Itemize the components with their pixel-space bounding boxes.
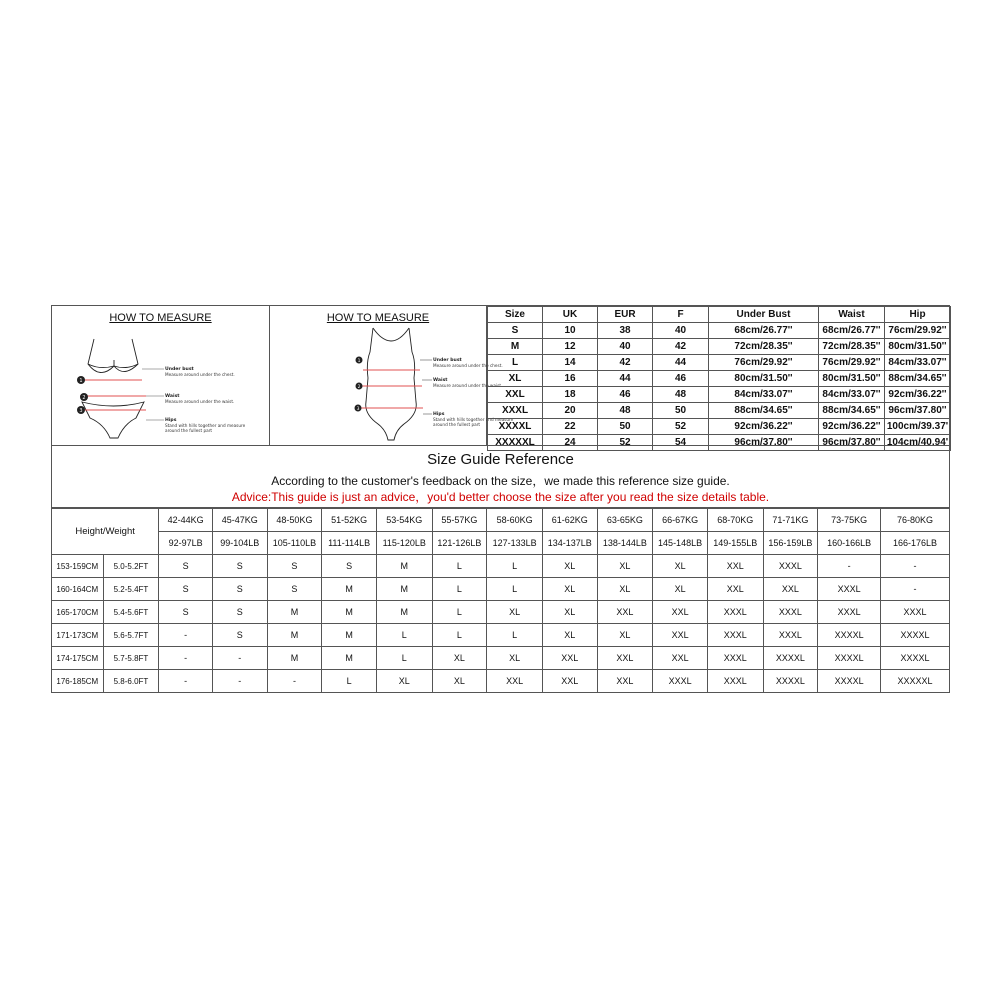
weight-kg-cell: 63-65KG [597, 509, 653, 532]
recommended-size-cell: S [212, 578, 267, 601]
size-chart-cell: 92cm/36.22'' [709, 419, 819, 435]
header-size: Size [488, 307, 543, 323]
size-chart-cell: 46 [653, 371, 709, 387]
recommended-size-cell: S [322, 555, 377, 578]
weight-lb-cell: 138-144LB [597, 532, 653, 555]
recommended-size-cell: XXL [542, 670, 597, 693]
underbust-label: Under bust [165, 367, 194, 372]
svg-text:3: 3 [356, 407, 360, 412]
size-chart-cell: XXXL [488, 403, 543, 419]
recommended-size-cell: XL [487, 601, 543, 624]
size-chart-row [488, 387, 951, 403]
size-chart-cell: 80cm/31.50'' [709, 371, 819, 387]
recommended-size-cell: XL [376, 670, 432, 693]
recommended-size-cell: S [267, 555, 322, 578]
size-chart-cell: 76cm/29.92'' [709, 355, 819, 371]
recommended-size-cell: - [159, 647, 213, 670]
recommended-size-cell: S [212, 601, 267, 624]
header-uk: UK [543, 307, 598, 323]
size-chart-cell: 96cm/37.80'' [819, 435, 885, 451]
recommended-size-cell: L [432, 601, 487, 624]
size-chart-cell: M [488, 339, 543, 355]
guide-note: According to the customer's feedback on the size，we made this reference size guide. [271, 474, 730, 488]
svg-text:1: 1 [79, 378, 83, 384]
height-row [52, 578, 950, 601]
recommended-size-cell: M [322, 647, 377, 670]
header-f: F [653, 307, 709, 323]
recommended-size-cell: XXXL [763, 624, 818, 647]
hips-label: Hips [165, 418, 177, 423]
step-3-badge [77, 406, 85, 414]
recommended-size-cell: XXL [597, 647, 653, 670]
size-chart-row [488, 339, 951, 355]
waist-label: Waist [433, 378, 448, 383]
size-chart-cell: 38 [598, 323, 653, 339]
height-ft-cell: 5.6-5.7FT [103, 624, 159, 647]
hips-desc-1: Stand with hills together and measure [165, 423, 246, 428]
recommended-size-cell: - [881, 555, 950, 578]
swimsuit-measure-illustration [270, 306, 514, 445]
height-row [52, 555, 950, 578]
size-chart-row [488, 403, 951, 419]
size-chart-cell: 100cm/39.37' [885, 419, 951, 435]
hips-desc-2: around the fullest part [433, 422, 481, 427]
size-chart-cell: 96cm/37.80'' [885, 403, 951, 419]
recommended-size-cell: XXXL [707, 601, 763, 624]
recommended-size-cell: L [432, 578, 487, 601]
size-chart-cell: 44 [653, 355, 709, 371]
weight-lb-cell: 121-126LB [432, 532, 487, 555]
height-ft-cell: 5.8-6.0FT [103, 670, 159, 693]
size-chart-cell: 40 [653, 323, 709, 339]
size-chart-cell: 96cm/37.80'' [709, 435, 819, 451]
recommended-size-cell: XXL [653, 601, 708, 624]
size-chart-cell: 80cm/31.50'' [819, 371, 885, 387]
size-chart-cell: XL [488, 371, 543, 387]
size-chart-cell: 18 [543, 387, 598, 403]
size-chart-cell: 40 [598, 339, 653, 355]
recommended-size-cell: XXL [653, 624, 708, 647]
height-row [52, 670, 950, 693]
recommended-size-cell: XXL [653, 647, 708, 670]
size-chart-cell: 80cm/31.50'' [885, 339, 951, 355]
how-to-measure-swimsuit-panel [270, 306, 514, 445]
size-chart-cell: 104cm/40.94' [885, 435, 951, 451]
recommended-size-cell: XXL [707, 555, 763, 578]
height-cm-cell: 165-170CM [52, 601, 104, 624]
recommended-size-cell: XL [597, 578, 653, 601]
height-row [52, 647, 950, 670]
recommended-size-cell: XXXL [818, 578, 881, 601]
recommended-size-cell: M [376, 601, 432, 624]
recommended-size-cell: XL [542, 555, 597, 578]
recommended-size-cell: XL [432, 647, 487, 670]
measure-and-size-section [51, 305, 950, 446]
recommended-size-cell: - [159, 624, 213, 647]
size-chart-row [488, 355, 951, 371]
recommended-size-cell: L [322, 670, 377, 693]
weight-kg-cell: 58-60KG [487, 509, 543, 532]
size-chart-cell: 20 [543, 403, 598, 419]
size-chart-cell: L [488, 355, 543, 371]
recommended-size-cell: XL [432, 670, 487, 693]
weight-kg-cell: 66-67KG [653, 509, 708, 532]
size-chart-cell: XXXXL [488, 419, 543, 435]
recommended-size-cell: - [212, 670, 267, 693]
recommended-size-cell: XXXL [653, 670, 708, 693]
recommended-size-cell: XL [653, 578, 708, 601]
recommended-size-cell: XL [542, 624, 597, 647]
recommended-size-cell: M [376, 555, 432, 578]
height-row [52, 601, 950, 624]
guide-title: Size Guide Reference [427, 451, 574, 468]
recommended-size-cell: XXL [542, 647, 597, 670]
svg-text:2: 2 [357, 385, 361, 390]
recommended-size-cell: XXXL [881, 601, 950, 624]
size-chart-row [488, 323, 951, 339]
how-to-measure-title: HOW TO MEASURE [326, 312, 430, 324]
weight-lb-cell: 92-97LB [159, 532, 213, 555]
weight-lb-cell: 111-114LB [322, 532, 377, 555]
height-cm-cell: 174-175CM [52, 647, 104, 670]
recommended-size-cell: XXXXL [818, 670, 881, 693]
size-chart-cell: 24 [543, 435, 598, 451]
bikini-top-icon [88, 339, 138, 373]
recommended-size-cell: XXXL [763, 601, 818, 624]
size-chart-cell: 92cm/36.22'' [885, 387, 951, 403]
waist-desc: Measure around under the waist. [165, 399, 235, 404]
recommended-size-cell: XL [542, 601, 597, 624]
recommended-size-cell: XXXXL [881, 624, 950, 647]
size-chart-cell: 84cm/33.07'' [819, 387, 885, 403]
size-chart-header-row [488, 307, 951, 323]
recommended-size-cell: XXXXXL [881, 670, 950, 693]
step-3-badge [355, 405, 362, 413]
svg-text:3: 3 [79, 408, 83, 414]
size-chart-cell: 84cm/33.07'' [885, 355, 951, 371]
size-chart-cell: 88cm/34.65'' [819, 403, 885, 419]
size-chart-cell: 50 [653, 403, 709, 419]
height-ft-cell: 5.4-5.6FT [103, 601, 159, 624]
recommended-size-cell: S [159, 555, 213, 578]
size-chart-row [488, 419, 951, 435]
size-chart-cell: 68cm/26.77'' [819, 323, 885, 339]
recommended-size-cell: L [432, 624, 487, 647]
weight-lb-cell: 127-133LB [487, 532, 543, 555]
recommended-size-cell: M [322, 624, 377, 647]
size-chart-body [488, 323, 951, 451]
size-chart-cell: 42 [598, 355, 653, 371]
recommended-size-cell: XL [487, 647, 543, 670]
size-chart-cell: 14 [543, 355, 598, 371]
recommended-size-cell: XL [542, 578, 597, 601]
weight-kg-cell: 71-71KG [763, 509, 818, 532]
recommended-size-cell: XXXL [707, 624, 763, 647]
recommended-size-cell: L [487, 578, 543, 601]
bikini-measure-illustration [52, 306, 270, 445]
recommended-size-cell: XL [653, 555, 708, 578]
header-under-bust: Under Bust [709, 307, 819, 323]
weight-lb-cell: 115-120LB [376, 532, 432, 555]
how-to-measure-title: HOW TO MEASURE [109, 312, 212, 324]
recommended-size-cell: XXXXL [881, 647, 950, 670]
weight-kg-row [52, 509, 950, 532]
height-cm-cell: 171-173CM [52, 624, 104, 647]
underbust-label: Under bust [433, 358, 462, 363]
recommended-size-cell: XL [597, 624, 653, 647]
guide-advice: Advice:This guide is just an advice，you'd better choose the size after you read the size details table. [231, 490, 770, 504]
weight-kg-cell: 53-54KG [376, 509, 432, 532]
recommended-size-cell: - [212, 647, 267, 670]
weight-kg-cell: 48-50KG [267, 509, 322, 532]
recommended-size-cell: S [267, 578, 322, 601]
recommended-size-cell: L [432, 555, 487, 578]
height-weight-body [52, 509, 950, 693]
size-chart-cell: XXXXXL [488, 435, 543, 451]
hips-desc-2: around the fullest part [165, 428, 213, 433]
recommended-size-cell: XXL [597, 670, 653, 693]
recommended-size-cell: XXXXL [763, 670, 818, 693]
recommended-size-cell: M [267, 624, 322, 647]
height-cm-cell: 176-185CM [52, 670, 104, 693]
size-chart-cell: 42 [653, 339, 709, 355]
size-chart-cell: 54 [653, 435, 709, 451]
weight-kg-cell: 55-57KG [432, 509, 487, 532]
step-2-badge [80, 393, 88, 401]
recommended-size-cell: XXL [597, 601, 653, 624]
recommended-size-cell: S [212, 555, 267, 578]
weight-kg-cell: 61-62KG [542, 509, 597, 532]
size-chart-cell: 88cm/34.65'' [709, 403, 819, 419]
height-cm-cell: 153-159CM [52, 555, 104, 578]
underbust-desc: Measure around under the chest. [165, 372, 235, 377]
recommended-size-cell: L [376, 647, 432, 670]
size-chart-cell: 12 [543, 339, 598, 355]
size-chart-row [488, 371, 951, 387]
recommended-size-cell: M [322, 578, 377, 601]
size-chart-cell: 44 [598, 371, 653, 387]
weight-lb-cell: 134-137LB [542, 532, 597, 555]
height-ft-cell: 5.0-5.2FT [103, 555, 159, 578]
swimsuit-icon [366, 328, 417, 440]
step-2-badge [356, 383, 363, 391]
size-chart-cell: 72cm/28.35'' [819, 339, 885, 355]
recommended-size-cell: XXXL [818, 601, 881, 624]
weight-kg-cell: 68-70KG [707, 509, 763, 532]
recommended-size-cell: S [159, 578, 213, 601]
size-chart-cell: 88cm/34.65'' [885, 371, 951, 387]
header-waist: Waist [819, 307, 885, 323]
size-chart-cell: 68cm/26.77'' [709, 323, 819, 339]
recommended-size-cell: - [267, 670, 322, 693]
height-cm-cell: 160-164CM [52, 578, 104, 601]
svg-text:1: 1 [357, 359, 361, 364]
size-chart-table [487, 306, 951, 451]
weight-kg-cell: 51-52KG [322, 509, 377, 532]
recommended-size-cell: XL [597, 555, 653, 578]
recommended-size-cell: XXXXL [763, 647, 818, 670]
bikini-bottom-icon [82, 402, 144, 438]
waist-desc: Measure around under the waist. [433, 383, 503, 388]
header-hip: Hip [885, 307, 951, 323]
size-guide-sheet [51, 305, 950, 693]
size-chart-cell: 50 [598, 419, 653, 435]
waist-label: Waist [165, 394, 180, 399]
size-chart-cell: 72cm/28.35'' [709, 339, 819, 355]
hips-desc-1: Stand with hills together and measure [433, 417, 514, 422]
height-row [52, 624, 950, 647]
weight-lb-cell: 156-159LB [763, 532, 818, 555]
step-1-badge [77, 376, 85, 384]
recommended-size-cell: XXXL [763, 555, 818, 578]
recommended-size-cell: S [159, 601, 213, 624]
size-chart-cell: 48 [653, 387, 709, 403]
height-weight-label: Height/Weight [52, 509, 159, 555]
svg-text:2: 2 [82, 395, 86, 401]
size-chart-cell: 48 [598, 403, 653, 419]
recommended-size-cell: M [376, 578, 432, 601]
recommended-size-cell: - [818, 555, 881, 578]
size-chart-cell: S [488, 323, 543, 339]
size-chart-cell: 76cm/29.92'' [819, 355, 885, 371]
recommended-size-cell: S [212, 624, 267, 647]
weight-lb-cell: 99-104LB [212, 532, 267, 555]
size-chart-cell: 52 [598, 435, 653, 451]
weight-kg-cell: 45-47KG [212, 509, 267, 532]
hips-label: Hips [433, 412, 445, 417]
height-ft-cell: 5.2-5.4FT [103, 578, 159, 601]
size-chart-cell: 16 [543, 371, 598, 387]
size-chart-cell: XXL [488, 387, 543, 403]
recommended-size-cell: M [267, 601, 322, 624]
size-chart-cell: 22 [543, 419, 598, 435]
recommended-size-cell: XXL [707, 578, 763, 601]
weight-lb-cell: 160-166LB [818, 532, 881, 555]
size-chart-cell: 10 [543, 323, 598, 339]
recommended-size-cell: - [881, 578, 950, 601]
recommended-size-cell: XXL [487, 670, 543, 693]
recommended-size-cell: XXXL [707, 670, 763, 693]
weight-lb-cell: 166-176LB [881, 532, 950, 555]
step-1-badge [356, 357, 363, 365]
recommended-size-cell: XXXL [707, 647, 763, 670]
size-chart-cell: 46 [598, 387, 653, 403]
header-eur: EUR [598, 307, 653, 323]
recommended-size-cell: XXXXL [818, 647, 881, 670]
weight-lb-cell: 149-155LB [707, 532, 763, 555]
recommended-size-cell: XXXXL [818, 624, 881, 647]
weight-kg-cell: 76-80KG [881, 509, 950, 532]
recommended-size-cell: L [487, 555, 543, 578]
size-guide-reference [51, 445, 950, 508]
recommended-size-cell: M [322, 601, 377, 624]
recommended-size-cell: - [159, 670, 213, 693]
height-ft-cell: 5.7-5.8FT [103, 647, 159, 670]
recommended-size-cell: L [487, 624, 543, 647]
weight-lb-cell: 145-148LB [653, 532, 708, 555]
weight-kg-cell: 42-44KG [159, 509, 213, 532]
weight-kg-cell: 73-75KG [818, 509, 881, 532]
recommended-size-cell: L [376, 624, 432, 647]
recommended-size-cell: M [267, 647, 322, 670]
how-to-measure-bikini-panel [52, 306, 270, 445]
recommended-size-cell: XXL [763, 578, 818, 601]
weight-lb-cell: 105-110LB [267, 532, 322, 555]
underbust-desc: Measure around under the chest. [433, 363, 503, 368]
size-chart-cell: 52 [653, 419, 709, 435]
height-weight-table [51, 508, 950, 693]
size-chart-cell: 92cm/36.22'' [819, 419, 885, 435]
size-chart-cell: 76cm/29.92'' [885, 323, 951, 339]
weight-lb-row [52, 532, 950, 555]
size-chart-cell: 84cm/33.07'' [709, 387, 819, 403]
